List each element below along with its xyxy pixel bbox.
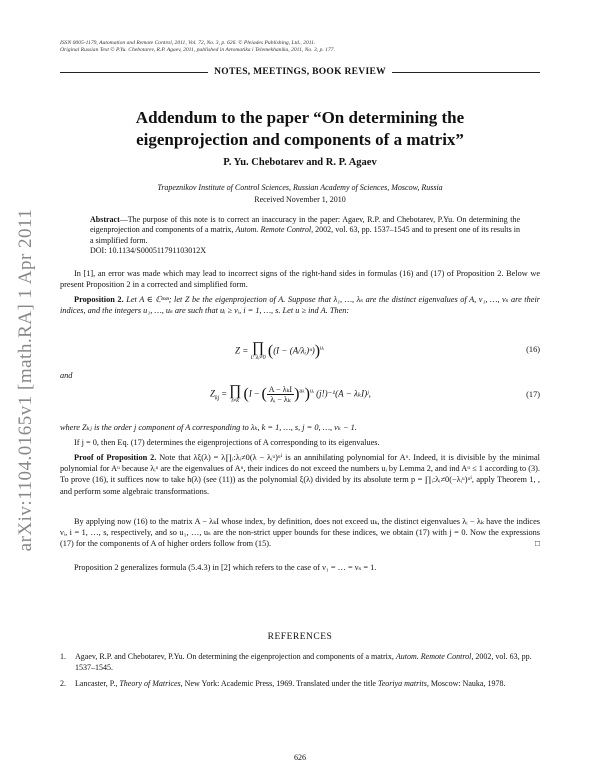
authors: P. Yu. Chebotarev and R. P. Agaev <box>223 157 377 168</box>
paper-title: Addendum to the paper “On determining the eigenprojection and components of a matrix” <box>135 108 465 149</box>
generalizes-paragraph: Proposition 2 generalizes formula (5.4.3) in [2] which refers to the case of ν₁ = … = νₛ = 1. <box>74 563 377 572</box>
abstract: Abstract—The purpose of this note is to correct an inaccuracy in the paper: Agaev, R.P. and Chebotarev, P.Yu. On determining the eigenprojection and components of a matrix, Autom. Remote Control, 2002, vol. 63, pp. 1537–1545 and to present one of its results in a simplified form. DOI: 10.1134/S000511791103012X <box>90 215 520 256</box>
journal-header <box>60 40 540 54</box>
received-date: Received November 1, 2010 <box>254 195 346 204</box>
arxiv-stamp <box>6 200 46 560</box>
journal-header-line2: Original Russian Text © P.Yu. Chebotarev, R.P. Agaev, 2011, published in Avtomatika i Telemekhanika, 2011, No. 3, p. 177. <box>60 47 335 54</box>
qed-symbol: □ <box>534 539 540 549</box>
page-number: 626 <box>294 753 306 762</box>
if-j0-sentence: If j = 0, then Eq. (17) determines the eigenprojections of A corresponding to its eigenvalues. <box>74 438 380 447</box>
proof-paragraph: Proof of Proposition 2. Note that λξ(λ) = λ∏ᵢ:λᵢ≠0(λ − λᵢᵘ)ᵘⁱ is an annihilating polynomial for Aᵘ. Indeed, it is divisible by the minimal polynomial for Aᵘ because λᵢᵘ are the eigenvalues of Aᵘ, their indices do not exceed the numbers uᵢ by Lemma 2, and ind Aᵘ ≤ 1 according to (3). To prove (16), it suffices now to take h(λ) (see (11)) as the polynomial ξ(λ) divided by its absolute term p = ∏ᵢ:λᵢ≠0(−λᵢᵘ)ᵘⁱ, apply Theorem 1, , and perform some algebraic transformations. <box>60 453 540 496</box>
applying-paragraph: By applying now (16) to the matrix A − λₖI whose index, by definition, does not exceed uₖ, the distinct eigenvalues λᵢ − λₖ have the indices νᵢ, i = 1, …, s, respectively, and so u₁, …, uₛ are the non-strict upper bounds for these indices, we obtain (17) with j = 0. Now the expressions (17) for the components of A of higher orders follow from (15). □ <box>60 517 540 549</box>
journal-header-line1: ISSN 0005-1179, Automation and Remote Control, 2011, Vol. 72, No. 3, p. 626. © Pleiades Publishing, Ltd., 2011. <box>60 40 316 46</box>
where-sentence: where Zₖⱼ is the order j component of A corresponding to λₖ, k = 1, …, s, j = 0, …, νₖ − 1. <box>60 423 357 432</box>
and-word: and <box>60 371 73 380</box>
proposition-label: Proposition 2. <box>74 295 124 304</box>
section-title: NOTES, MEETINGS, BOOK REVIEW <box>0 67 600 77</box>
proof-label: Proof of Proposition 2. <box>74 453 157 462</box>
proposition: Proposition 2. Let A ∈ ℂⁿˣⁿ; let Z be the eigenprojection of A. Suppose that λ₁, …, λₛ are the distinct eigenvalues of A, ν₁, …, νₛ are their indices, and the integers u₁, …, uₛ are such that uᵢ ≥ νᵢ, i = 1, …, s. Let u ≥ ind A. Then: <box>60 295 540 316</box>
reference-2: 2. Lancaster, P., Theory of Matrices, New York: Academic Press, 1969. Translated under the title Teoriya matrits, Moscow: Nauka, 1978. <box>60 679 506 688</box>
equation-16-number: (16) <box>526 345 540 354</box>
reference-1: 1. Agaev, R.P. and Chebotarev, P.Yu. On determining the eigenprojection and components of a matrix, Autom. Remote Control, 2002, vol. 63, pp. 1537–1545. <box>60 652 532 672</box>
references-title: REFERENCES <box>267 632 333 642</box>
doi: DOI: 10.1134/S000511791103012X <box>90 246 206 256</box>
intro-paragraph: In [1], an error was made which may lead to incorrect signs of the right-hand sides in formulas (16) and (17) of Proposition 2. Below we present Proposition 2 in a corrected and simplified form. <box>60 269 540 290</box>
affiliation: Trapeznikov Institute of Control Sciences, Russian Academy of Sciences, Moscow, Russia <box>157 183 443 192</box>
abstract-label: Abstract <box>90 215 120 224</box>
equation-17-number: (17) <box>526 390 540 399</box>
arxiv-stamp-text: arXiv:1104.0165v1 [math.RA] 1 Apr 2011 <box>15 208 36 552</box>
